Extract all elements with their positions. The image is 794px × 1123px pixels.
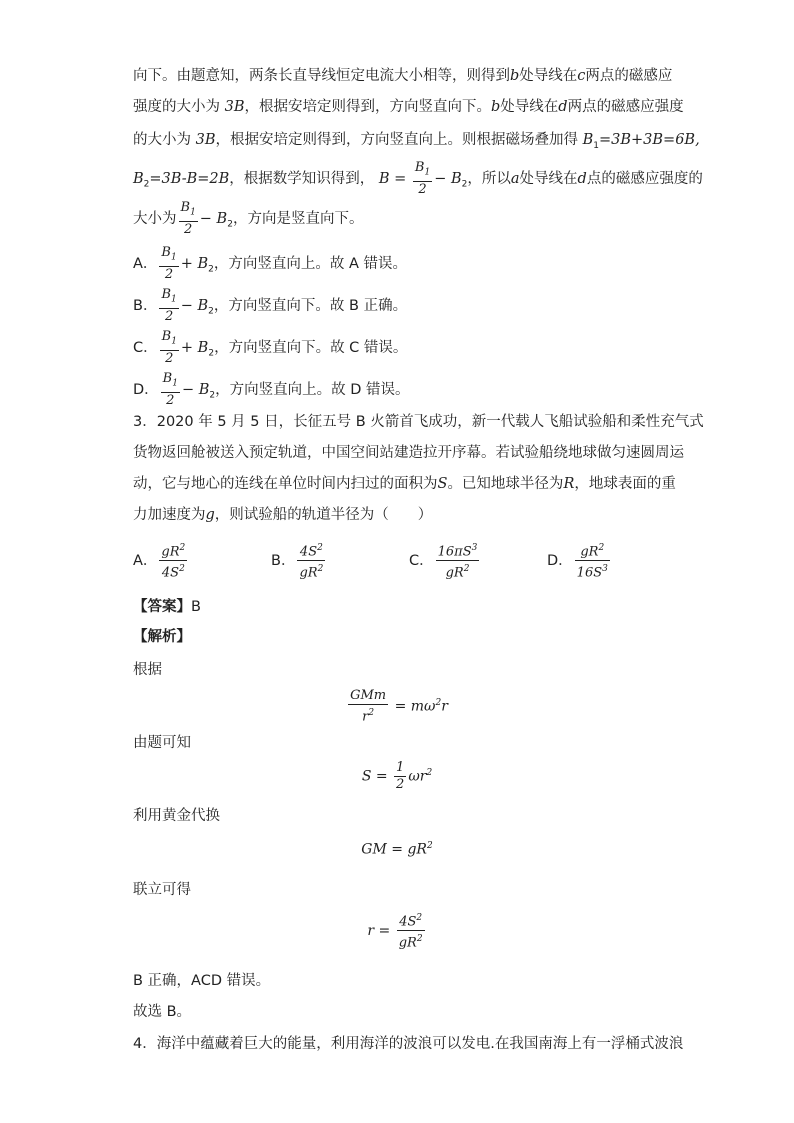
question-3-line: 力加速度为g，则试验船的轨道半径为（ ）	[133, 507, 433, 523]
choice-b: B． $\frac{4S^2}{gR^2}$	[271, 543, 324, 581]
equation-1: $\frac{\text{GMm}}{r^2}$ = $m\omega^2r$	[350, 688, 448, 725]
analysis-text: 联立可得	[133, 882, 191, 898]
text-line: 大小为 $\frac{B_1}{2}$ − $B_2$，方向是竖直向下。	[133, 200, 364, 237]
text-line: $B_2=3B-B=2B$，根据数学知识得到， B = $\frac{B_1}{2}$ − $B_2$，所以a处导线在d点的磁感应强度的	[133, 160, 703, 197]
question-3-line: 货物返回舱被送入预定轨道，中国空间站建造拉开序幕。若试验船绕地球做匀速圆周运	[133, 445, 684, 461]
analysis-text: 由题可知	[133, 735, 191, 751]
text-line: 向下。由题意知，两条长直导线恒定电流大小相等，则得到b处导线在c两点的磁感应	[133, 68, 673, 84]
question-3-line: 动，它与地心的连线在单位时间内扫过的面积为S。已知地球半径为R，地球表面的重	[133, 476, 676, 492]
answer-line: 【答案】B	[133, 599, 201, 615]
fraction: $\frac{B_1}{2}$	[414, 160, 431, 197]
analysis-text: 根据	[133, 662, 162, 678]
choice-c: C． $\frac{16\pi S^3}{gR^2}$	[409, 543, 478, 581]
fraction: $\frac{B_1}{2}$	[180, 200, 196, 237]
choice-a: A． $\frac{gR^2}{4S^2}$	[133, 543, 186, 581]
choice-d: D． $\frac{gR^2}{16S^3}$	[547, 543, 608, 581]
equation-2: S = $\frac{1}{2}$ $\omega r^2$	[361, 760, 433, 792]
option-c: C． $\frac{B_1}{2}$ + $B_2$，方向竖直向下。故 C 错误。	[133, 329, 408, 366]
option-d: D． $\frac{B_1}{2}$ − $B_2$，方向竖直向上。故 D 错误。	[133, 371, 410, 408]
option-b: B． $\frac{B_1}{2}$ − $B_2$，方向竖直向下。故 B 正确。	[133, 287, 408, 324]
equation-3: GM = $gR^2$	[361, 841, 433, 858]
conclusion-text: 故选 B。	[133, 1004, 192, 1020]
text-line: 强度的大小为 3B，根据安培定则得到，方向竖直向下。b处导线在d两点的磁感应强度	[133, 99, 684, 115]
question-3-line: 3．2020 年 5 月 5 日，长征五号 B 火箭首飞成功，新一代载人飞船试验船和柔性充气式	[133, 414, 704, 430]
conclusion-text: B 正确，ACD 错误。	[133, 973, 271, 989]
question-4-line: 4．海洋中蕴藏着巨大的能量，利用海洋的波浪可以发电.在我国南海上有一浮桶式波浪	[133, 1036, 684, 1052]
analysis-heading: 【解析】	[133, 629, 191, 645]
text-line: 的大小为 3B，根据安培定则得到，方向竖直向上。则根据磁场叠加得 $B_1=3B+3B=6B$,	[133, 132, 700, 151]
equation-4: r = $\frac{4S^2}{gR^2}$	[367, 913, 423, 951]
option-a: A． $\frac{B_1}{2}$ + $B_2$，方向竖直向上。故 A 错误。	[133, 245, 408, 282]
analysis-text: 利用黄金代换	[133, 808, 220, 824]
